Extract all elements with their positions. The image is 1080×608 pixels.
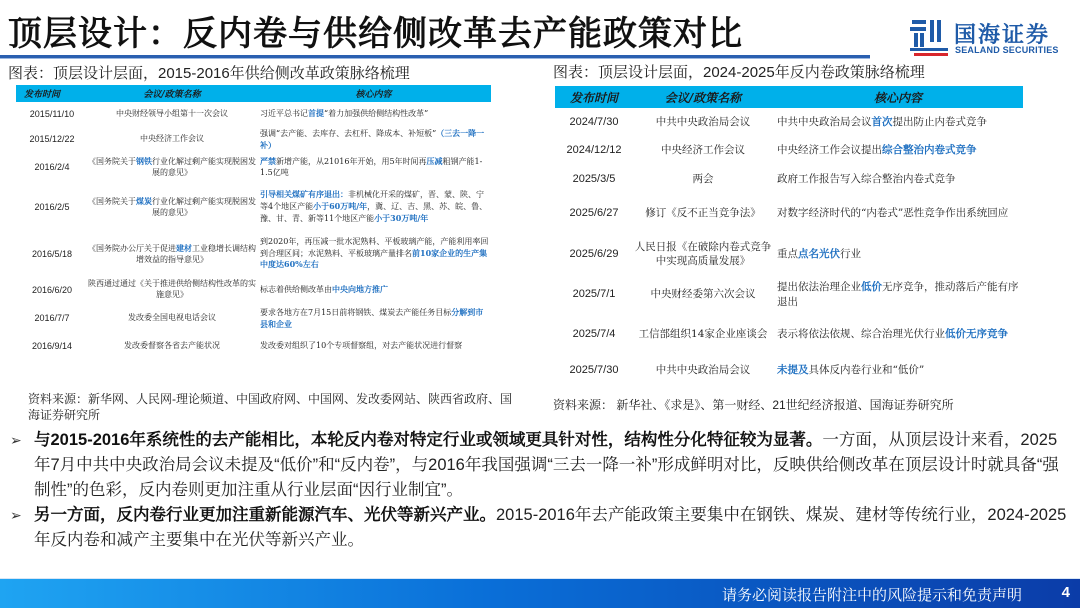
row-date: 2025/6/27 <box>569 207 619 220</box>
highlighted-text: 中央向地方推广 <box>332 284 388 295</box>
text-segment: 发改委督察各省去产能状况 <box>124 341 220 351</box>
row-core-content <box>773 315 1023 353</box>
column-header-date: 发布时间 <box>16 85 88 102</box>
bullet-point-2 <box>8 503 1068 553</box>
column-header-content: 核心内容 <box>773 86 1023 108</box>
row-core-content <box>773 108 1023 136</box>
row-policy-name <box>88 153 256 181</box>
row-date: 2016/6/20 <box>31 284 73 295</box>
text-segment: 无序竞争，推动落后产能有序退出 <box>777 281 1019 308</box>
company-logo <box>910 18 1070 60</box>
highlighted-text: 钢铁 <box>136 155 152 166</box>
row-date: 2025/3/5 <box>572 172 616 185</box>
table-header-row <box>555 86 1023 108</box>
bullet-1-text: 一方面，从顶层设计来看，2025年7月中共中央政治局会议未提及“低价”和“反内卷”，与2016年我国强调“三去一降一补”形成鲜明对比，反映供给侧改革在顶层设计时就具备“强制性”的色彩，反内卷则更加注重从行业层面“因行业制宜”。 <box>34 431 1059 499</box>
bullet-2-bold: 另一方面，反内卷行业更加注重新能源汽车、光伏等新兴产业。 <box>34 506 496 524</box>
highlighted-text: 低价 <box>861 281 882 294</box>
table-row <box>555 315 1023 353</box>
text-segment: 中央经济工作会议提出 <box>777 144 882 157</box>
table-row <box>16 305 491 332</box>
text-segment: 发改委全国电视电话会议 <box>128 313 216 323</box>
row-date: 2025/7/1 <box>572 288 616 301</box>
text-segment: 行业化解过剩产能实现脱困发展的意见》 <box>152 196 256 217</box>
highlighted-text: 首提 <box>308 108 324 119</box>
row-core-content <box>256 126 491 153</box>
highlighted-text: 未提及 <box>777 364 809 377</box>
row-policy-name: 人民日报《在破除内卷式竞争中实现高质量发展》 <box>634 240 772 267</box>
row-core-content <box>256 102 491 126</box>
row-core-content <box>256 305 491 332</box>
row-core-content <box>256 153 491 181</box>
table-row <box>555 274 1023 315</box>
table-row <box>555 108 1023 136</box>
column-header-policy: 会议/政策名称 <box>633 86 773 108</box>
row-date: 2016/9/14 <box>31 341 73 352</box>
row-policy-name <box>88 305 256 332</box>
row-date: 2016/7/7 <box>34 313 70 324</box>
highlighted-text: （三去一降一补） <box>260 127 485 150</box>
row-core-content <box>773 136 1023 165</box>
table-row <box>555 193 1023 234</box>
left-table-source: 资料来源：新华网、人民网-理论频道、中国政府网、中国网、发改委网站、陕西省政府、国海证券研究所 <box>28 392 512 422</box>
highlighted-text: 前10家企业的生产集中度达60%左右 <box>260 247 488 270</box>
row-date: 2024/12/12 <box>566 144 622 157</box>
row-date: 2015/11/10 <box>29 108 75 119</box>
table-row <box>16 126 491 153</box>
column-header-content: 核心内容 <box>256 85 491 102</box>
row-policy-name <box>88 332 256 361</box>
table-row <box>16 233 491 275</box>
row-policy-name: 中央财经委第六次会议 <box>650 288 756 301</box>
text-segment: 提出防止内卷式竞争 <box>892 115 987 128</box>
row-core-content <box>773 165 1023 193</box>
table-row <box>16 275 491 305</box>
bullet-1-bold: 与2015-2016年系统性的去产能相比，本轮反内卷对特定行业或领域更具针对性，结构性分化特征较为显著。 <box>34 431 823 449</box>
text-segment: 《国务院关于 <box>88 196 136 206</box>
row-core-content <box>773 234 1023 274</box>
table-header-row <box>16 85 491 102</box>
text-segment: 到2020年，再压减一批水泥熟料、平板玻璃产能，产能利用率回到合理区间；水泥熟料、平板玻璃产量排名 <box>260 236 489 258</box>
left-table-caption: 图表：顶层设计层面，2015-2016年供给侧改革政策脉络梳理 <box>8 65 410 82</box>
text-segment: 新增产能，从21016年开始，用5年时间再 <box>276 156 427 166</box>
bullet-point-1 <box>8 428 1068 503</box>
table-row <box>16 102 491 126</box>
row-date: 2016/2/5 <box>34 201 70 212</box>
highlighted-text: 综合整治内卷式竞争 <box>882 144 977 157</box>
row-date: 2015/12/22 <box>29 134 75 145</box>
highlighted-text: 压减 <box>426 155 443 166</box>
text-segment: 重点 <box>777 247 798 260</box>
page-title: 顶层设计：反内卷与供给侧改革去产能政策对比 <box>8 15 743 53</box>
highlighted-text: 煤炭 <box>136 195 152 206</box>
row-policy-name: 中央财经领导小组第十一次会议 <box>116 108 228 118</box>
highlighted-text: 分解到市县和企业 <box>260 306 484 329</box>
row-core-content <box>773 274 1023 315</box>
text-segment: 提出依法治理企业 <box>777 281 861 294</box>
text-segment: 《国务院办公厅关于促进 <box>88 243 176 253</box>
text-segment: “着力加强供给侧结构性改革” <box>324 109 429 119</box>
row-date: 2016/5/18 <box>31 248 73 259</box>
text-segment: 政府工作报告写入综合整治内卷式竞争 <box>777 172 956 185</box>
row-policy-name: 两会 <box>692 172 714 185</box>
row-policy-name <box>88 233 256 275</box>
table-row <box>16 181 491 233</box>
footer-bar <box>0 578 1080 608</box>
table-row <box>555 234 1023 274</box>
left-policy-table <box>16 85 491 361</box>
arrow-bullet-icon: ➢ <box>10 507 22 523</box>
row-policy-name: 中共中央政治局会议 <box>655 115 751 128</box>
row-policy-name <box>88 275 256 305</box>
highlighted-text: 低价无序竞争 <box>945 327 1008 340</box>
row-policy-name: 工信部组织14家企业座谈会 <box>638 327 768 340</box>
arrow-bullet-icon: ➢ <box>10 432 22 448</box>
logo-english-name: SEALAND SECURITIES <box>955 45 1059 55</box>
text-segment: 行业化解过剩产能实现脱困发展的意见》 <box>152 156 256 177</box>
row-core-content <box>256 332 491 361</box>
row-date: 2025/7/4 <box>572 327 616 340</box>
row-policy-name: 中央经济工作会议 <box>140 134 204 144</box>
text-segment: 要求各地方在7月15日前将钢铁、煤炭去产能任务目标 <box>260 307 452 317</box>
table-row <box>555 353 1023 388</box>
row-date: 2024/7/30 <box>569 115 619 128</box>
text-segment: 非机械化开采的煤矿，晋、蒙、陕、宁等4个地区产能 <box>260 190 484 212</box>
text-segment: 强调“去产能、去库存、去杠杆、降成本、补短板” <box>260 128 437 138</box>
row-policy-name: 中央经济工作会议 <box>661 144 745 157</box>
text-segment: 发改委对组织了10个专项督察组，对去产能状况进行督察 <box>260 341 463 351</box>
row-date: 2016/2/4 <box>34 161 70 172</box>
column-header-policy: 会议/政策名称 <box>88 85 256 102</box>
text-segment: ，冀、辽、吉、黑、苏、皖、鲁、豫、甘、青、新等11个地区产能 <box>260 202 488 223</box>
highlighted-text: 小于30万吨/年 <box>374 212 429 223</box>
table-row <box>16 332 491 361</box>
row-core-content <box>773 193 1023 234</box>
row-date: 2025/6/29 <box>569 247 619 260</box>
right-table-caption: 图表：顶层设计层面，2024-2025年反内卷政策脉络梳理 <box>553 64 925 81</box>
highlighted-text: 首次 <box>871 115 893 128</box>
highlighted-text: 建材 <box>176 242 192 253</box>
table-row <box>16 153 491 181</box>
right-table-source: 资料来源： 新华社、《求是》、第一财经、21世纪经济报道、国海证券研究所 <box>553 398 954 412</box>
row-policy-name <box>88 181 256 233</box>
text-segment: 表示将依法依规、综合治理光伏行业 <box>777 327 945 340</box>
text-segment: 习近平总书记 <box>260 109 308 119</box>
table-row <box>555 136 1023 165</box>
row-policy-name: 修订《反不正当竞争法》 <box>645 207 761 220</box>
analysis-bullets <box>8 428 1068 553</box>
text-segment: 标志着供给侧改革由 <box>260 285 332 295</box>
text-segment: 对数字经济时代的“内卷式”恶性竞争作出系统回应 <box>777 207 1009 220</box>
page-number: 4 <box>1061 584 1070 601</box>
column-header-date: 发布时间 <box>555 86 633 108</box>
highlighted-text: 引导相关煤矿有序退出： <box>260 189 348 200</box>
highlighted-text: 点名光伏 <box>798 247 840 260</box>
row-policy-name: 中共中央政治局会议 <box>655 364 751 377</box>
logo-chinese-name: 国海证券 <box>954 22 1051 47</box>
row-core-content <box>256 181 491 233</box>
highlighted-text: 严禁 <box>260 155 276 166</box>
table-row <box>555 165 1023 193</box>
text-segment: 中共中央政治局会议 <box>777 115 872 128</box>
row-core-content <box>256 233 491 275</box>
text-segment: 具体反内卷行业和“低价” <box>808 364 925 377</box>
footer-disclaimer: 请务必阅读报告附注中的风险提示和免责声明 <box>721 587 1022 604</box>
sealand-logo-icon <box>910 18 948 58</box>
row-date: 2025/7/30 <box>569 364 619 377</box>
highlighted-text: 小于60万吨/年 <box>313 201 368 212</box>
text-segment: 行业 <box>840 247 861 260</box>
right-policy-table <box>555 86 1023 388</box>
text-segment: 陕西通过通过《关于推进供给侧结构性改革的实施意见》 <box>88 279 256 299</box>
text-segment: 工业稳增长调结构增效益的指导意见》 <box>136 243 256 264</box>
row-core-content <box>256 275 491 305</box>
row-core-content <box>773 353 1023 388</box>
title-divider-light <box>0 58 870 59</box>
bullet-2-text: 2015-2016年去产能政策主要集中在钢铁、煤炭、建材等传统行业，2024-2025年反内卷和减产主要集中在光伏等新兴产业。 <box>34 506 1067 549</box>
text-segment: 《国务院关于 <box>88 156 136 166</box>
text-segment: 粗钢产能1-1.5亿吨 <box>260 156 483 177</box>
